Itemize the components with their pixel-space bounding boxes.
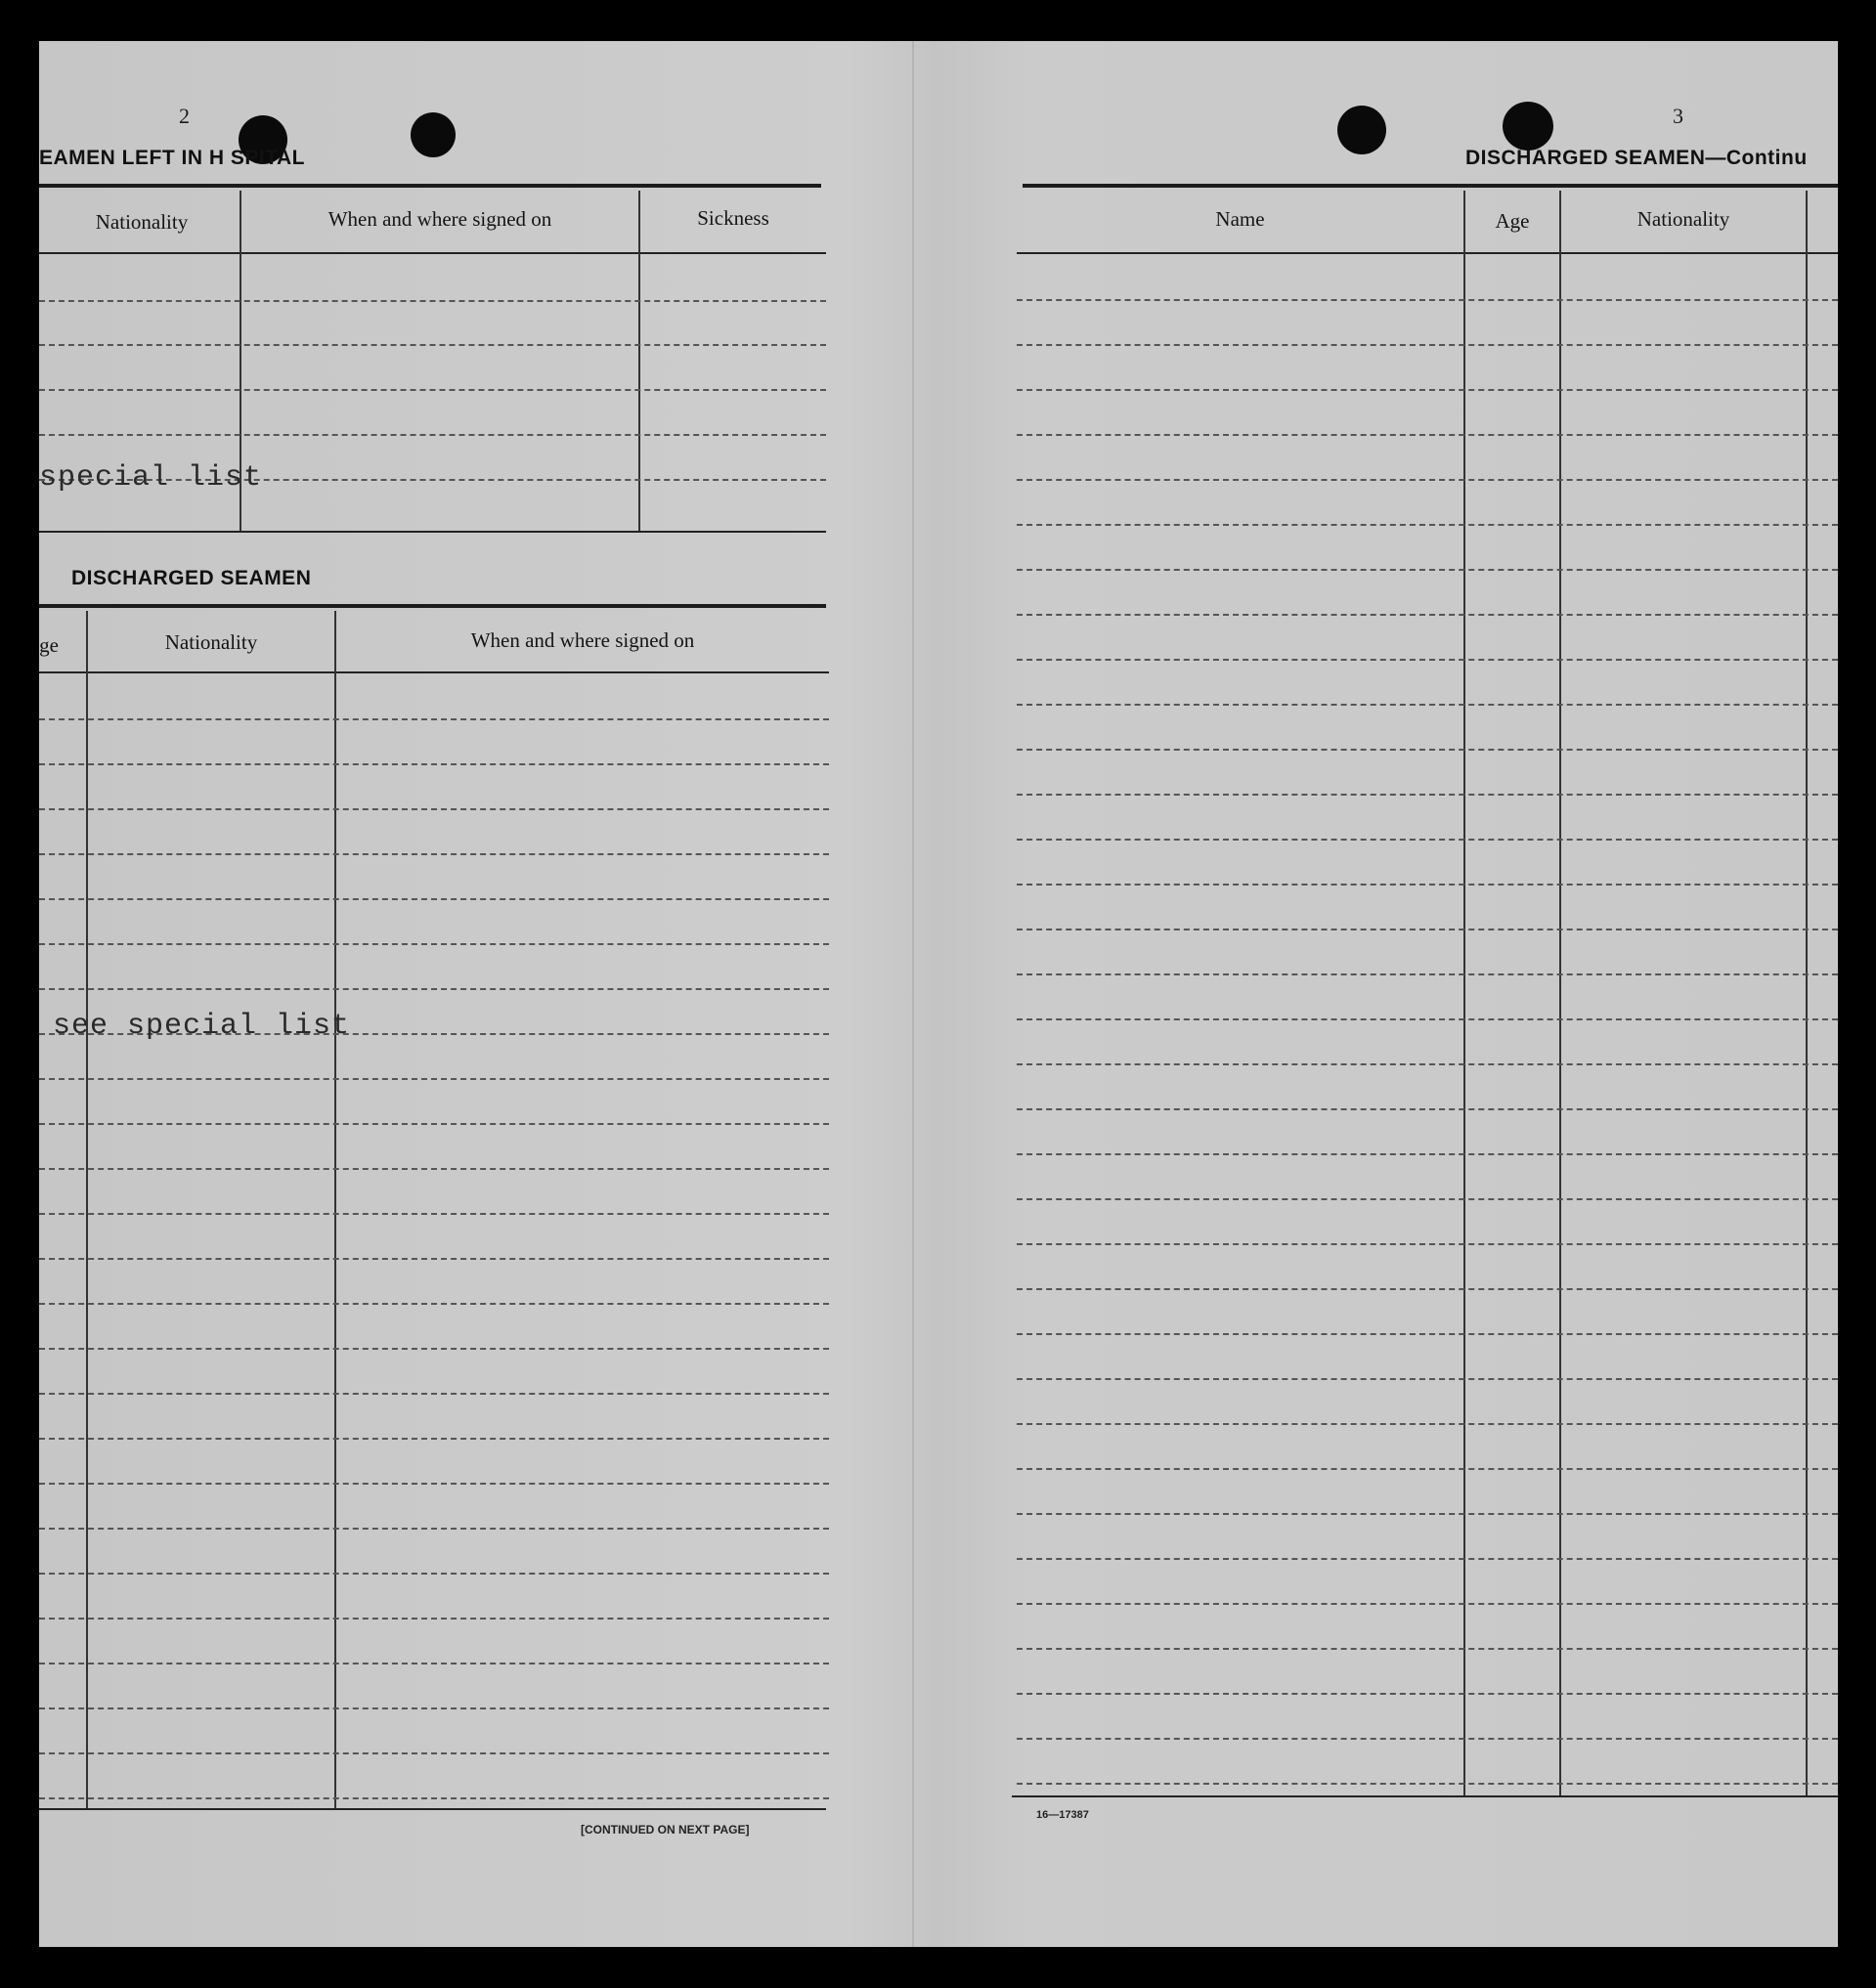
row-line [1017,1288,1838,1290]
discharged-col-divider [86,611,88,1808]
row-line [1017,1018,1838,1020]
hospital-bottom-rule [39,531,826,533]
row-line [1017,1153,1838,1155]
center-fold [912,41,914,1947]
discharged-col-divider [334,611,336,1808]
hospital-header-nationality: Nationality [95,210,189,234]
row-line [39,853,829,855]
row-line [39,808,829,810]
row-line [39,1348,829,1350]
row-line [39,1752,829,1754]
row-line [1017,1423,1838,1425]
right-section-title: DISCHARGED SEAMEN—Continu [1465,147,1808,169]
punch-hole [1337,106,1386,154]
row-line [39,1707,829,1709]
row-line [1017,1783,1838,1785]
right-header-name: Name [1215,207,1265,231]
right-bottom-rule [1012,1795,1838,1797]
row-line [1017,1243,1838,1245]
discharged-top-rule [39,604,826,608]
row-line [39,718,829,720]
right-page-number: 3 [1673,104,1683,128]
row-line [1017,1738,1838,1740]
hospital-section-title: EAMEN LEFT IN H SPITAL [39,147,305,169]
row-line [1017,929,1838,930]
row-line [1017,1513,1838,1515]
row-line [1017,569,1838,571]
row-line [39,943,829,945]
row-line [1017,1603,1838,1605]
punch-hole [1503,102,1553,151]
row-line [1017,1108,1838,1110]
row-line [39,988,829,990]
right-col-divider [1559,191,1561,1795]
hospital-header-sickness: Sickness [697,206,769,230]
row-line [1017,704,1838,706]
row-line [1017,794,1838,796]
punch-hole [411,112,456,157]
row-line [1017,1378,1838,1380]
row-line [39,1123,829,1125]
row-line [39,1168,829,1170]
row-line [1017,1198,1838,1200]
right-col-divider [1806,191,1808,1795]
hospital-row-line [39,344,826,346]
form-number: 16—17387 [1036,1809,1089,1821]
discharged-header-age: ge [39,633,59,657]
row-line [39,1393,829,1395]
row-line [1017,1063,1838,1065]
row-line [39,1618,829,1620]
row-line [1017,1558,1838,1560]
row-line [1017,479,1838,481]
row-line [1017,434,1838,436]
row-line [39,1797,829,1799]
row-line [1017,614,1838,616]
left-page-number: 2 [179,104,190,128]
row-line [1017,1693,1838,1695]
row-line [1017,299,1838,301]
discharged-typed-note: see special list [53,1010,351,1043]
right-top-rule [1023,184,1838,188]
discharged-section-title: DISCHARGED SEAMEN [71,567,312,589]
hospital-header-rule [39,252,826,254]
right-header-age: Age [1495,209,1530,233]
row-line [39,1663,829,1664]
hospital-row-line [39,434,826,436]
discharged-header-signed-on: When and where signed on [470,628,695,652]
discharged-header-nationality: Nationality [164,630,258,654]
row-line [1017,1333,1838,1335]
row-line [39,763,829,765]
row-line [39,898,829,900]
row-line [1017,524,1838,526]
hospital-top-rule [39,184,821,188]
hospital-header-signed-on: When and where signed on [327,207,552,231]
row-line [39,1483,829,1485]
row-line [1017,884,1838,886]
discharged-header-rule [39,671,829,673]
row-line [39,1528,829,1530]
hospital-col-divider [638,191,640,533]
right-header-rule [1017,252,1838,254]
right-col-divider [1463,191,1465,1795]
discharged-bottom-rule [39,1808,826,1810]
row-line [1017,1648,1838,1650]
row-line [1017,389,1838,391]
row-line [1017,973,1838,975]
row-line [1017,1468,1838,1470]
row-line [39,1213,829,1215]
right-header-nationality: Nationality [1636,207,1730,231]
row-line [1017,659,1838,661]
row-line [1017,344,1838,346]
row-line [1017,749,1838,751]
document-sheet [39,41,1838,1947]
continued-footer: [CONTINUED ON NEXT PAGE] [581,1823,750,1837]
hospital-row-line [39,300,826,302]
row-line [39,1438,829,1440]
row-line [39,1258,829,1260]
row-line [1017,839,1838,841]
hospital-row-line [39,389,826,391]
row-line [39,1303,829,1305]
row-line [39,1573,829,1575]
hospital-typed-note: special list [39,461,263,495]
row-line [39,1078,829,1080]
